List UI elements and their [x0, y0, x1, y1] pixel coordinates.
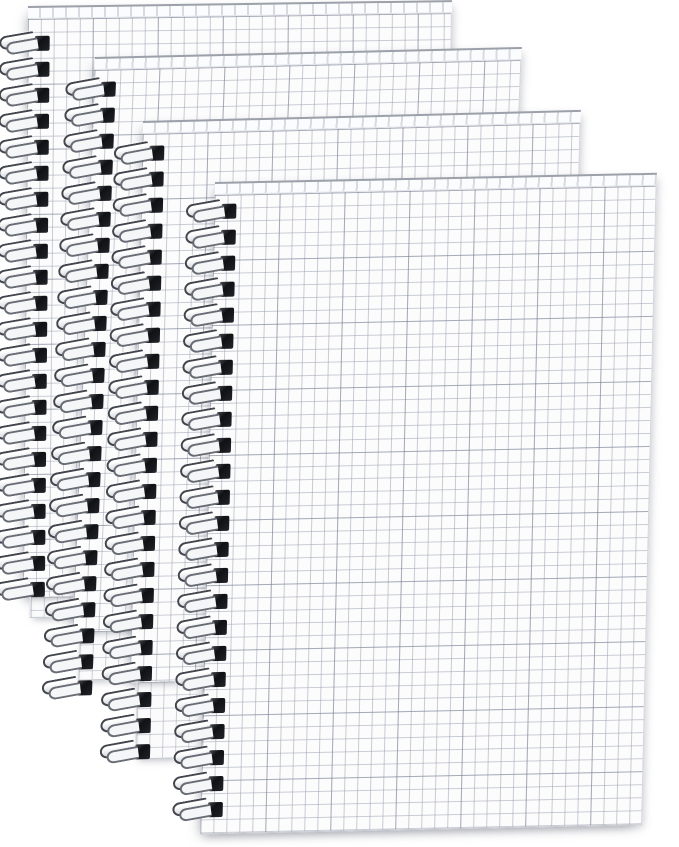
- wire-loop: [0, 472, 41, 500]
- wire-loop: [0, 108, 44, 136]
- wire-loop: [0, 264, 43, 292]
- wire-loop: [0, 342, 42, 370]
- wire-loop: [0, 498, 41, 526]
- wire-loop: [172, 770, 218, 798]
- wire-loop: [0, 238, 43, 266]
- wire-loop: [0, 420, 42, 448]
- wire-loop: [0, 212, 43, 240]
- wire-loop: [0, 550, 40, 578]
- wire-loop: [0, 160, 44, 188]
- wire-loop: [0, 394, 42, 422]
- wire-loop: [0, 56, 45, 84]
- wire-loop: [172, 796, 218, 824]
- wire-loop: [0, 446, 41, 474]
- wire-loop: [0, 186, 44, 214]
- wire-loop: [0, 316, 42, 344]
- notebook-4: [200, 173, 657, 835]
- wire-loop: [0, 290, 43, 318]
- wire-loop: [0, 134, 44, 162]
- wire-loop: [41, 674, 87, 703]
- wire-loop: [99, 738, 145, 767]
- wire-loop: [0, 29, 45, 57]
- wire-loop: [0, 524, 41, 552]
- wire-loop: [0, 368, 42, 396]
- wire-loop: [0, 82, 45, 110]
